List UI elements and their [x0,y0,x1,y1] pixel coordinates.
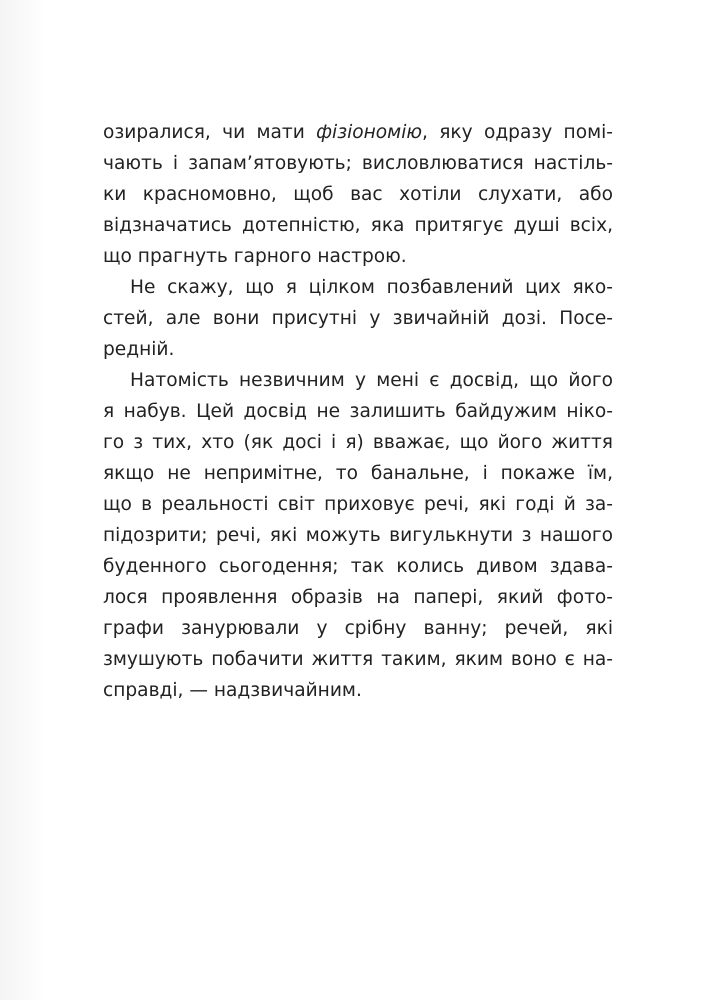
text-line: ки красномовно, щоб вас хотіли слухати, або [103,184,613,205]
text-line: підозрити; речі, які можуть вигулькнути з нашого [103,525,613,546]
page-binding-shadow [0,0,46,1000]
paragraph-2 [103,272,613,365]
paragraph-3 [103,365,613,706]
text-line: Натомість незвичним у мені є досвід, що його [130,370,613,391]
text-line: го з тих, хто (як досі і я) вважає, що його життя [103,432,613,453]
text-line: Не скажу, що я цілком позбавлений цих яко- [130,277,613,298]
text-line: стей, але вони присутні у звичайній дозі. Посе- [103,308,613,329]
text-line: редній. [103,339,175,360]
text-line: якщо не непримітне, то банальне, і покаже їм, [103,463,613,484]
text-segment: озиралися, чи мати [103,122,317,143]
text-line: справді, — надзвичайним. [103,680,362,701]
text-line: відзначатись дотепністю, яка притягує душі всіх, [103,215,613,236]
text-line: графи занурювали у срібну ванну; речей, які [103,618,613,639]
text-line: що прагнуть гарного настрою. [103,246,407,267]
text-line: змушують побачити життя таким, яким воно є на- [103,649,613,670]
text-line: я набув. Цей досвід не залишить байдужим ніко- [103,401,613,422]
text-line: буденного сьогодення; так колись дивом здава- [103,556,613,577]
paragraph-1 [103,117,613,272]
body-text [103,117,613,706]
text-segment: , яку одразу помі- [422,122,613,143]
text-line [103,117,613,148]
text-line: що в реальності світ приховує речі, які годі й за- [103,494,613,515]
text-line: чають і запам’ятовують; висловлюватися настіль- [103,153,613,174]
text-line: лося проявлення образів на папері, який фото- [103,587,613,608]
italic-term: фізіономію [316,122,423,143]
